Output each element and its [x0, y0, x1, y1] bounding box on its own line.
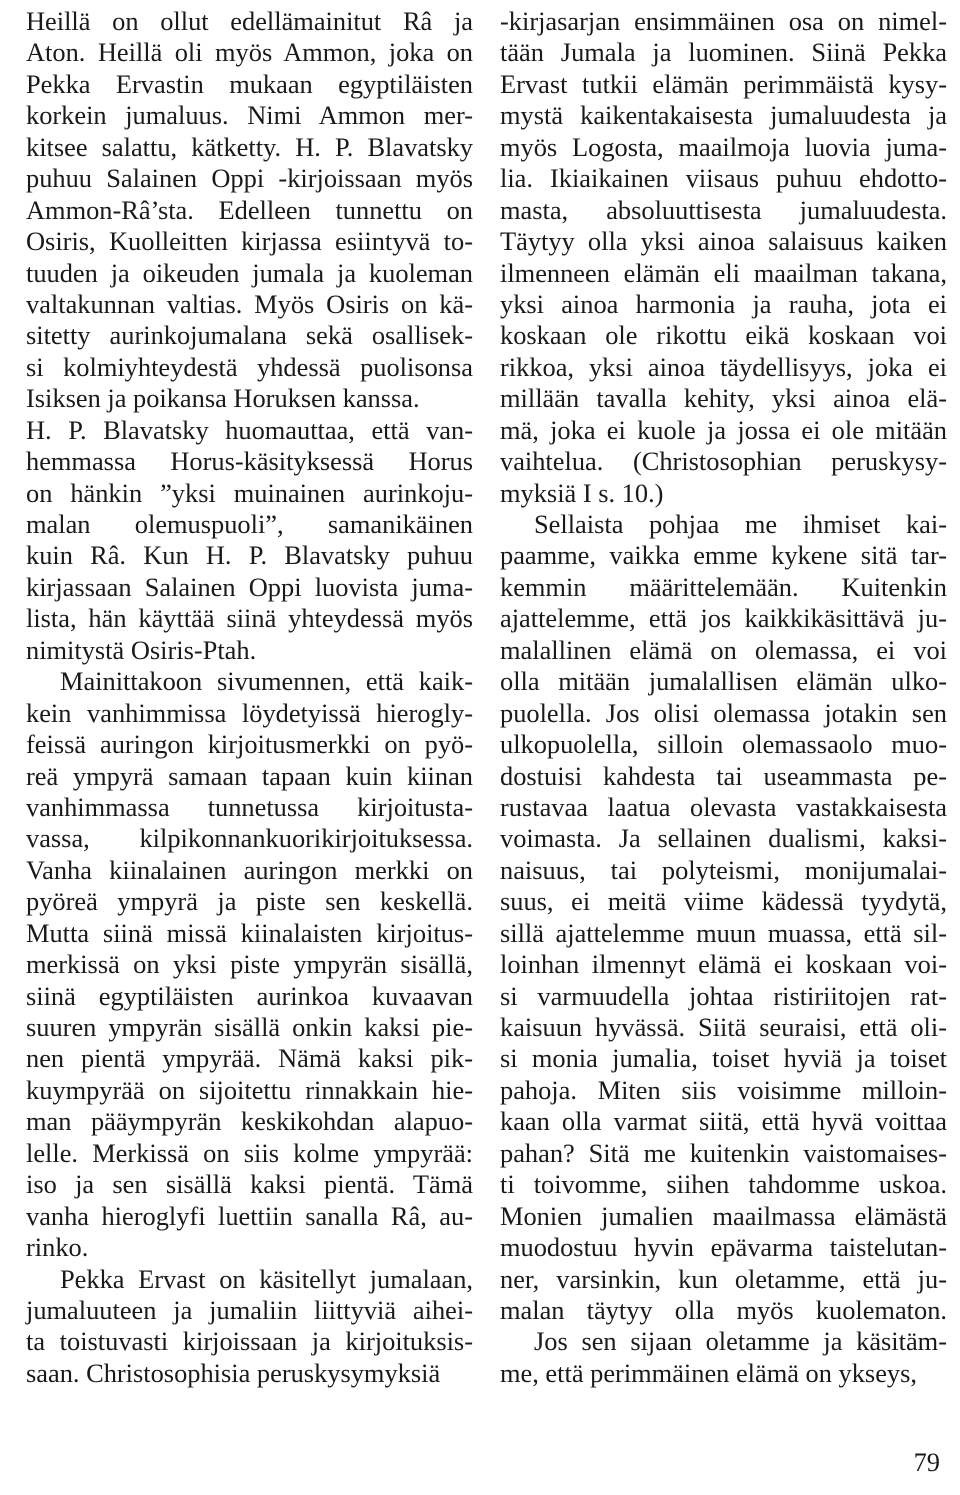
text-line: vassa, kilpikonnankuorikirjoituksessa.	[26, 823, 473, 854]
text-line: me, että perimmäinen elämä on ykseys,	[500, 1357, 917, 1388]
text-line: puhuu Salainen Oppi -kirjoissaan myös	[26, 163, 473, 194]
text-line: ulkopuolella, silloin olemassaolo muo-	[500, 729, 947, 760]
text-line: naisuus, tai polyteismi, monijumalai-	[500, 854, 947, 885]
text-line: tuuden ja oikeuden jumala ja kuoleman	[26, 257, 473, 288]
text-line: Jos sen sijaan oletamme ja käsitäm-	[534, 1326, 947, 1357]
text-line: kitsee salattu, kätketty. H. P. Blavatsky	[26, 131, 473, 162]
text-line: siinä egyptiläisten aurinkoa kuvaavan	[26, 980, 473, 1011]
text-line: H. P. Blavatsky huomauttaa, että van-	[26, 414, 473, 445]
text-line: pyöreä ympyrä ja piste sen keskellä.	[26, 886, 473, 917]
text-line: kaan olla varmat siitä, että hyvä voittaa	[500, 1106, 947, 1137]
text-line: malan täytyy olla myös kuolematon.	[500, 1294, 947, 1325]
text-line: ajattelemme, että jos kaikkikäsittävä ju-	[500, 603, 947, 634]
text-line: nimitystä Osiris-Ptah.	[26, 634, 257, 665]
text-line: koskaan ole rikottu eikä koskaan voi	[500, 320, 947, 351]
text-line: sillä ajattelemme muun muassa, että sil-	[500, 917, 947, 948]
text-line: iso ja sen sisällä kaksi pientä. Tämä	[26, 1169, 473, 1200]
text-line: korkein jumaluus. Nimi Ammon mer-	[26, 100, 473, 131]
text-line: vanhimmassa tunnetussa kirjoitusta-	[26, 791, 473, 822]
text-line: Mutta siinä missä kiinalaisten kirjoitus-	[26, 917, 473, 948]
text-line: millään tavalla kehity, yksi ainoa elä-	[500, 383, 947, 414]
text-line: si monia jumalia, toiset hyviä ja toiset	[500, 1043, 947, 1074]
page-number: 79	[913, 1447, 940, 1477]
text-line: Aton. Heillä oli myös Ammon, joka on	[26, 37, 473, 68]
text-line: masta, absoluuttisesta jumaluudesta.	[500, 194, 947, 225]
text-line: sitetty aurinkojumalana sekä osallisek-	[26, 320, 473, 351]
text-line: vaihtelua. (Christosophian peruskysy-	[500, 446, 947, 477]
text-line: valtakunnan valtias. Myös Osiris on kä-	[26, 288, 473, 319]
text-line: kein vanhimmissa löydetyissä hierogly-	[26, 697, 473, 728]
text-line: paamme, vaikka emme kykene sitä tar-	[500, 540, 947, 571]
text-line: ner, varsinkin, kun oletamme, että ju-	[500, 1263, 947, 1294]
text-line: puolella. Jos olisi olemassa jotakin sen	[500, 697, 947, 728]
text-line: kuin Râ. Kun H. P. Blavatsky puhuu	[26, 540, 473, 571]
text-line: hemmassa Horus-käsityksessä Horus	[26, 446, 473, 477]
text-line: Vanha kiinalainen auringon merkki on	[26, 854, 473, 885]
text-line: reä ympyrä samaan tapaan kuin kiinan	[26, 760, 473, 791]
text-line: Heillä on ollut edellämainitut Râ ja	[26, 6, 473, 36]
text-line: suus, ei meitä viime kädessä tyydytä,	[500, 886, 947, 917]
text-line: rikkoa, yksi ainoa täydellisyys, joka ei	[500, 351, 947, 382]
text-line: si kolmiyhteydestä yhdessä puolisonsa	[26, 351, 473, 382]
text-line: yksi ainoa harmonia ja rauha, jota ei	[500, 288, 947, 319]
text-line: feissä auringon kirjoitusmerkki on pyö-	[26, 729, 473, 760]
text-line: Osiris, Kuolleitten kirjassa esiintyvä to-	[26, 226, 473, 257]
text-line: man pääympyrän keskikohdan alapuo-	[26, 1106, 473, 1137]
text-line: dostuisi kahdesta tai useammasta pe-	[500, 760, 947, 791]
text-line: myksiä I s. 10.)	[500, 477, 664, 508]
text-line: Ervast tutkii elämän perimmäistä kysy-	[500, 68, 947, 99]
text-line: merkissä on yksi piste ympyrän sisällä,	[26, 949, 473, 980]
text-line: vanha hieroglyfi luettiin sanalla Râ, au-	[26, 1200, 473, 1231]
text-line: olla mitään jumalallisen elämän ulko-	[500, 666, 947, 697]
text-line: muodostuu hyvin epävarma taistelutan-	[500, 1232, 947, 1263]
text-line: mä, joka ei kuole ja jossa ei ole mitään	[500, 414, 947, 445]
text-line: pahoja. Miten siis voisimme milloin-	[500, 1074, 947, 1105]
text-line: ta toistuvasti kirjoissaan ja kirjoituksis-	[26, 1326, 473, 1357]
text-line: kaisuun hyvässä. Siitä seuraisi, että oli-	[500, 1012, 947, 1042]
text-line: loinhan ilmennyt elämä ei koskaan voi-	[500, 949, 947, 980]
text-line: jumaluuteen ja jumaliin liittyviä aihei-	[26, 1294, 473, 1325]
text-line: mystä kaikentakaisesta jumaluudesta ja	[500, 100, 947, 131]
text-line: Isiksen ja poikansa Horuksen kanssa.	[26, 383, 420, 414]
text-line: Pekka Ervastin mukaan egyptiläisten	[26, 68, 473, 99]
text-line: ilmenneen elämän eli maailman takana,	[500, 257, 947, 288]
text-line: pahan? Sitä me kuitenkin vaistomaises-	[500, 1137, 947, 1168]
text-line: lia. Ikiaikainen viisaus puhuu ehdotto-	[500, 163, 947, 194]
text-line: malallinen elämä on olemassa, ei voi	[500, 634, 947, 665]
text-line: rustavaa laatua olevasta vastakkaisesta	[500, 791, 947, 822]
text-line: Monien jumalien maailmassa elämästä	[500, 1200, 947, 1231]
text-line: kirjassaan Salainen Oppi luovista juma-	[26, 571, 473, 602]
text-line: -kirjasarjan ensimmäinen osa on nimel-	[500, 6, 947, 36]
text-line: lista, hän käyttää siinä yhteydessä myös	[26, 603, 473, 634]
text-line: kemmin määrittelemään. Kuitenkin	[500, 571, 947, 602]
text-line: on hänkin ”yksi muinainen aurinkoju-	[26, 477, 473, 508]
text-line: suuren ympyrän sisällä onkin kaksi pie-	[26, 1012, 473, 1042]
text-line: tään Jumala ja luominen. Siinä Pekka	[500, 37, 947, 68]
text-line: si varmuudella johtaa ristiriitojen rat-	[500, 980, 947, 1011]
text-line: myös Logosta, maailmoja luovia juma-	[500, 131, 947, 162]
text-line: kuympyrää on sijoitettu rinnakkain hie-	[26, 1074, 473, 1105]
text-line: ti toivomme, siihen tahdomme uskoa.	[500, 1169, 947, 1200]
text-line: Sellaista pohjaa me ihmiset kai-	[534, 509, 947, 539]
left-text-column	[26, 6, 473, 1389]
text-line: nen pientä ympyrää. Nämä kaksi pik-	[26, 1043, 473, 1074]
text-line: rinko.	[26, 1232, 89, 1263]
text-line: Mainittakoon sivumennen, että kaik-	[60, 666, 473, 697]
text-line: Pekka Ervast on käsitellyt jumalaan,	[60, 1263, 473, 1294]
text-line: lelle. Merkissä on siis kolme ympyrää:	[26, 1137, 473, 1168]
text-line: malan olemuspuoli”, samanikäinen	[26, 509, 473, 539]
right-text-column	[500, 6, 947, 1389]
text-line: Täytyy olla yksi ainoa salaisuus kaiken	[500, 226, 947, 257]
text-line: Ammon-Râ’sta. Edelleen tunnettu on	[26, 194, 473, 225]
text-line: saan. Christosophisia peruskysymyksiä	[26, 1357, 441, 1388]
text-line: voimasta. Ja sellainen dualismi, kaksi-	[500, 823, 947, 854]
